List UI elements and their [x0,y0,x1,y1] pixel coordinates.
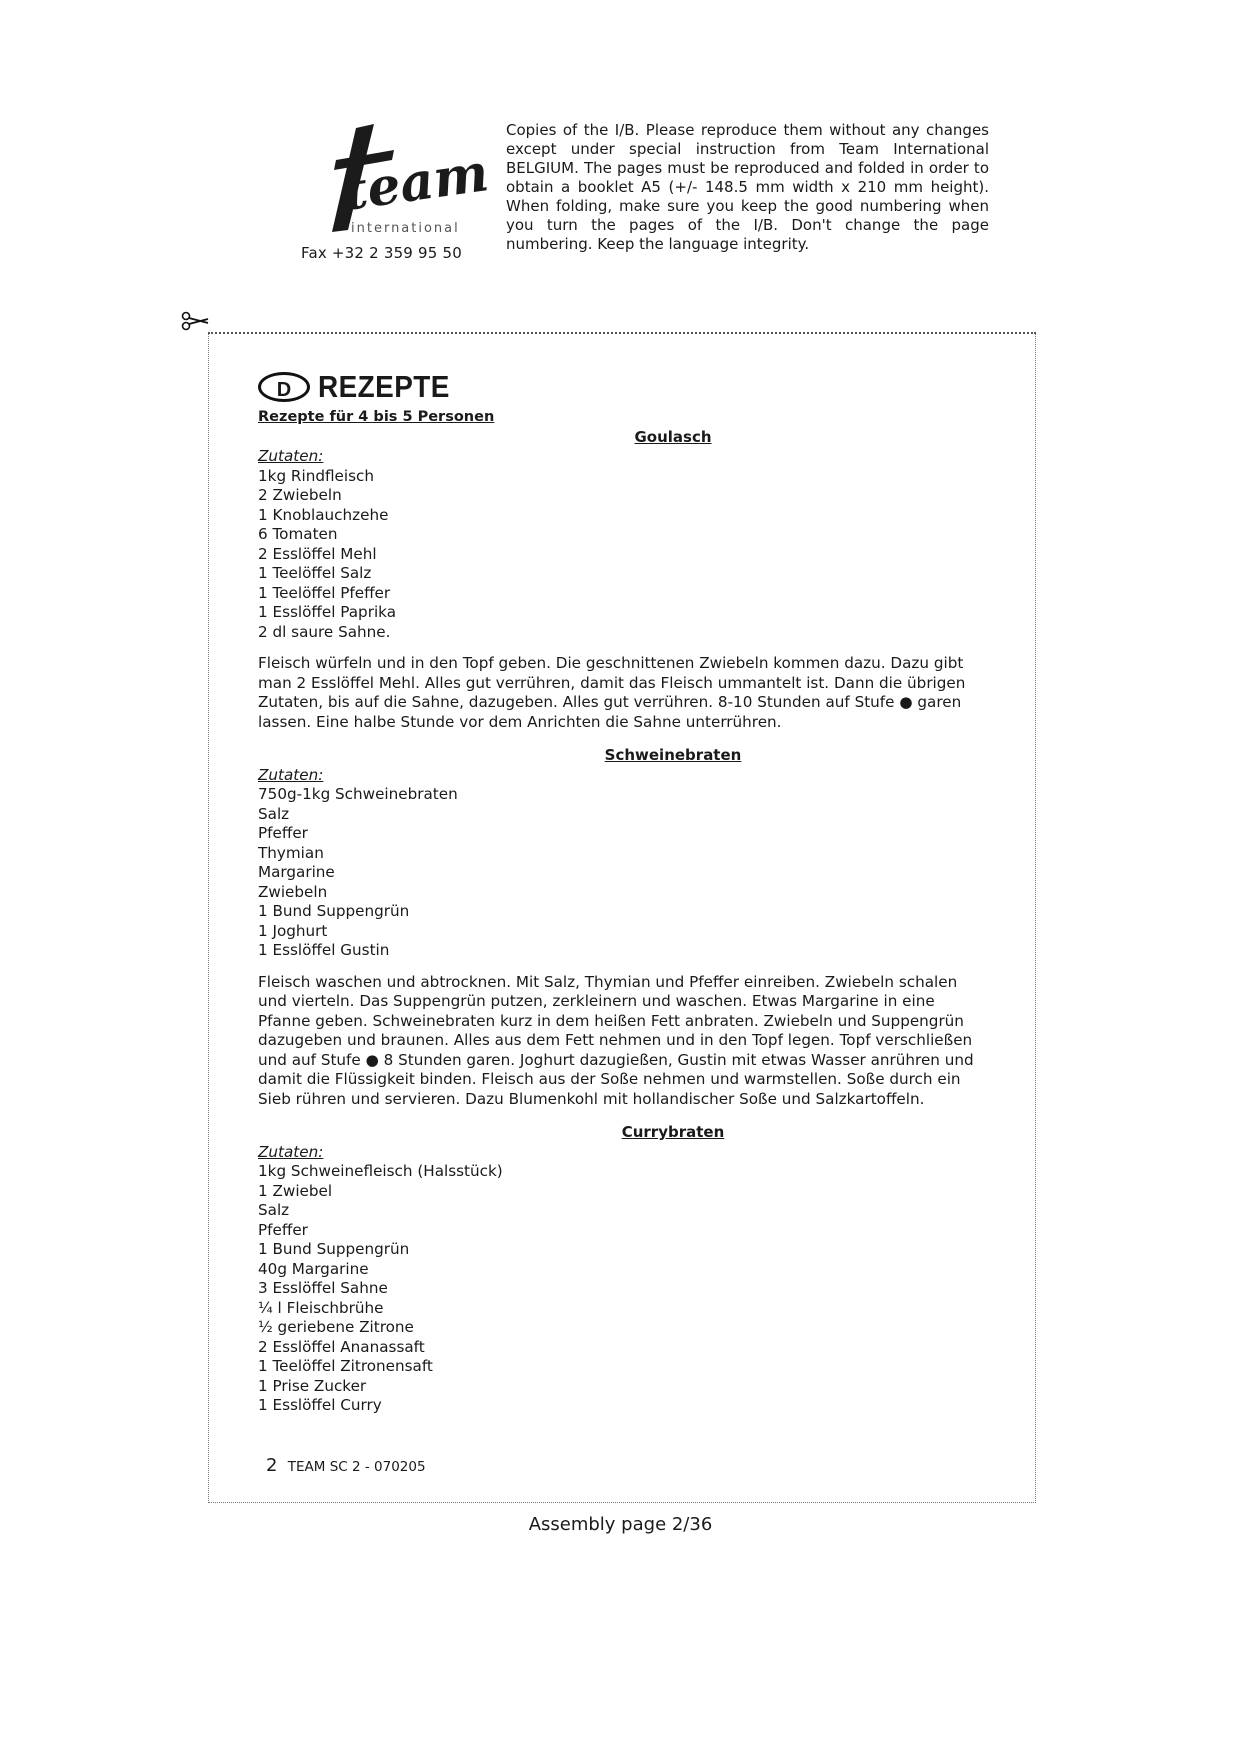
ingredient: 3 Esslöffel Sahne [258,1279,388,1297]
logo-graphic [296,120,493,240]
ingredient: 1 Esslöffel Curry [258,1396,382,1414]
assembly-page-label: Assembly page 2/36 [528,1514,713,1535]
ingredient: ¼ l Fleischbrühe [258,1298,384,1317]
team-international-logo [296,120,493,240]
ingredient: 2 Esslöffel Ananassaft [258,1337,425,1356]
recipe-title: Goulasch [634,427,712,446]
ingredient: 1 Knoblauchzehe [258,505,389,524]
language-badge: D [258,372,310,402]
recipe-method: Fleisch waschen und abtrocknen. Mit Salz, Thymian und Pfeffer einreiben. Zwiebeln schalen und vierteln. Das Suppengrün putzen, zerkleinern und waschen. Etwas Margarine in eine Pfanne geben. Schweinebraten kurz in dem heißen Fett anbraten. Zwiebeln und Suppengrün dazugeben und braunen. Alles aus dem Fett nehmen und in den Topf legen. Topf verschließen und auf Stufe ● 8 Stunden garen. Joghurt dazugießen, Gustin mit etwas Wasser anrühren und damit die Flüssigkeit binden. Fleisch aus der Soße nehmen und warmstellen. Soße durch ein Sieb rühren und servieren. Dazu Blumenkohl mit hollandischer Soße und Salzkartoffeln. [258,972,974,1108]
ingredient: 1 Esslöffel Gustin [258,941,390,959]
ingredient: 1 Teelöffel Zitronensaft [258,1357,433,1375]
recipe-schweinebraten [258,746,988,1109]
ingredient: 1 Bund Suppengrün [258,1240,410,1258]
ingredient: 1 Teelöffel Pfeffer [258,583,391,602]
ingredient: 40g Margarine [258,1259,369,1278]
ingredient: Salz [258,1201,290,1219]
ingredient: 2 Zwiebeln [258,486,342,504]
ingredient: 1 Prise Zucker [258,1376,367,1395]
ingredient: Thymian [258,843,324,862]
ingredient: 1 Bund Suppengrün [258,902,410,920]
recipe-method: Fleisch würfeln und in den Topf geben. Die geschnittenen Zwiebeln kommen dazu. Dazu gibt man 2 Esslöffel Mehl. Alles gut verrühren, damit das Fleisch ummantelt ist. Dann die übrigen Zutaten, bis auf die Sahne, dazugeben. Alles gut verrühren. 8-10 Stunden auf Stufe ● garen lassen. Eine halbe Stunde vor dem Anrichten die Sahne unterrühren. [258,654,966,731]
ingredient: 1 Esslöffel Paprika [258,603,396,621]
logo-subtext: international [351,221,460,236]
recipe-currybraten [258,1123,988,1416]
ingredients-label: Zutaten: [258,1142,324,1161]
scissors-icon [180,309,210,333]
print-instructions: Copies of the I/B. Please reproduce them without any changes except under special instruction from Team International BELGIUM. The pages must be reproduced and folded in order to obtain a booklet A5 (+/- 148.5 mm width x 210 mm height). When folding, make sure you keep the good numbering when you turn the pages of the I/B. Don't change the page numbering. Keep the language integrity. [506,121,989,253]
page-title: REZEPTE [318,369,450,405]
recipe-title: Schweinebraten [604,746,742,764]
ingredient-list [258,1162,988,1416]
ingredient-list [258,785,988,961]
ingredients-label: Zutaten: [258,765,324,784]
ingredient: 1kg Rindfleisch [258,466,374,485]
ingredient: 2 dl saure Sahne. [258,622,391,641]
ingredient: 1kg Schweinefleisch (Halsstück) [258,1162,503,1180]
page-number: 2 [266,1455,278,1476]
page-subtitle: Rezepte für 4 bis 5 Personen [258,409,495,425]
recipe-title: Currybraten [621,1123,725,1141]
document-code: TEAM SC 2 - 070205 [287,1459,426,1475]
ingredient: Zwiebeln [258,882,328,901]
ingredient: ½ geriebene Zitrone [258,1318,414,1336]
recipe-goulasch [258,428,988,733]
ingredient: 1 Zwiebel [258,1181,333,1200]
logo-wordmark: team [339,142,493,223]
page-header [258,368,988,406]
ingredient-list [258,467,988,643]
ingredient: Pfeffer [258,1220,308,1239]
ingredient: Salz [258,804,290,823]
ingredient: Pfeffer [258,824,308,842]
ingredient: 750g-1kg Schweinebraten [258,785,458,803]
recipe-page [258,368,988,1416]
ingredient: 2 Esslöffel Mehl [258,544,377,563]
page-footer [266,1455,426,1476]
ingredient: 1 Joghurt [258,921,328,940]
ingredient: 6 Tomaten [258,525,338,543]
ingredients-label: Zutaten: [258,447,324,465]
ingredient: Margarine [258,863,335,881]
fax-number: Fax +32 2 359 95 50 [301,244,462,262]
ingredient: 1 Teelöffel Salz [258,564,372,582]
